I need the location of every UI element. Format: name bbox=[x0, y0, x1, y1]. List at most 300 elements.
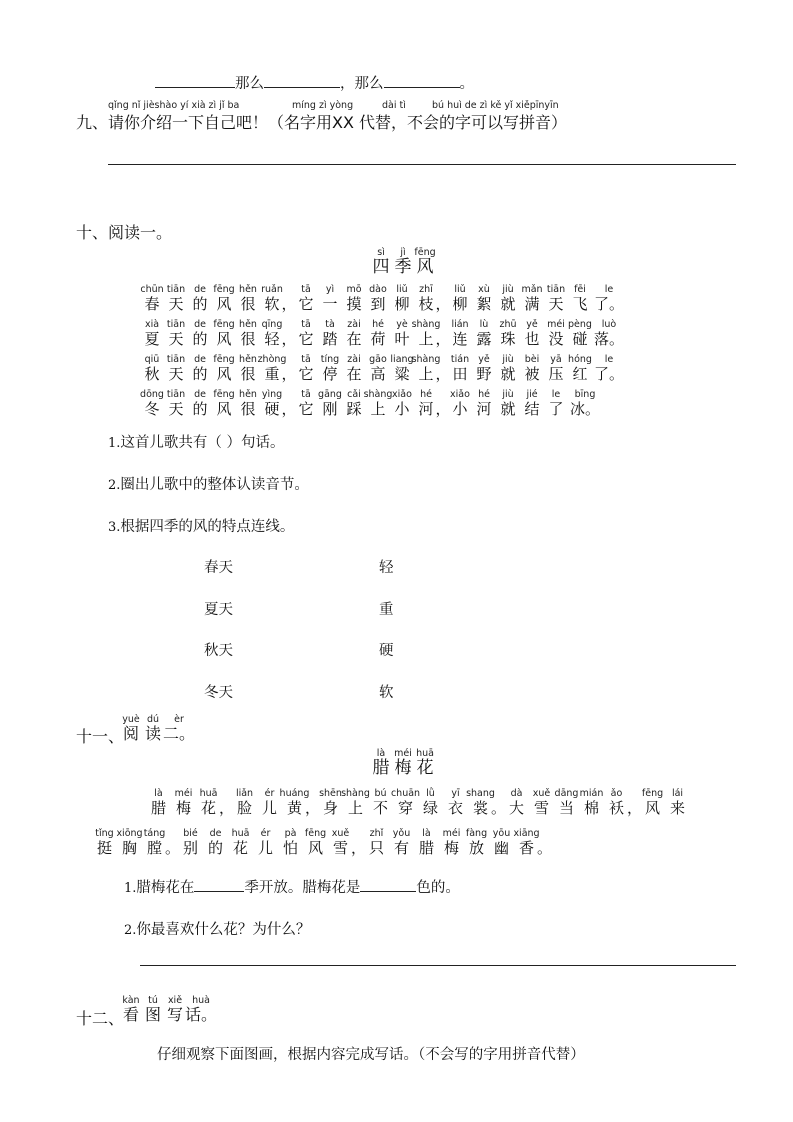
q8-text-1: 那么 bbox=[235, 76, 264, 92]
pinyin-syllable: huáng bbox=[279, 788, 310, 799]
hanzi-char: 挺 bbox=[96, 839, 112, 857]
pinyin-syllable: dà bbox=[510, 788, 523, 799]
hanzi-char: 踏 bbox=[322, 330, 338, 348]
q12-heading bbox=[120, 995, 216, 1024]
ruby-cell bbox=[318, 284, 342, 313]
ruby-cell bbox=[592, 319, 626, 348]
q11-q2-text: 你最喜欢什么花？为什么？ bbox=[136, 922, 311, 938]
pinyin-syllable: jié bbox=[526, 389, 538, 400]
hanzi-char: 胸 bbox=[121, 839, 137, 857]
ruby-cell bbox=[368, 788, 393, 817]
hanzi-char: 枝 bbox=[418, 295, 434, 313]
pinyin-syllable: zhū bbox=[499, 319, 517, 330]
ruby-cell bbox=[568, 389, 602, 418]
pinyin-syllable: xià bbox=[144, 319, 160, 330]
hanzi-char: 看 bbox=[122, 1005, 139, 1024]
hanzi-char: 柳 bbox=[452, 295, 468, 313]
q11-number: 十一、 bbox=[76, 727, 125, 746]
pinyin-syllable: bèi bbox=[524, 354, 540, 365]
hanzi-char: 在 bbox=[346, 330, 362, 348]
ruby-cell bbox=[140, 389, 164, 418]
ruby-cell bbox=[219, 788, 235, 817]
hanzi-char: 很 bbox=[240, 400, 256, 418]
hanzi-char: 风 bbox=[416, 257, 434, 277]
hanzi-char: 小 bbox=[452, 400, 468, 418]
pinyin-syllable: de bbox=[209, 828, 222, 839]
q11-heading-row bbox=[120, 714, 194, 743]
hanzi-char: 珠 bbox=[500, 330, 516, 348]
pinyin-syllable: huā bbox=[416, 748, 434, 759]
ruby-cell bbox=[164, 319, 188, 348]
ruby-cell bbox=[568, 354, 592, 383]
ruby-cell bbox=[120, 714, 142, 743]
ruby-cell bbox=[414, 748, 436, 777]
ruby-cell bbox=[514, 828, 539, 857]
pinyin-syllable: tà bbox=[325, 319, 335, 330]
ruby-cell bbox=[544, 319, 568, 348]
hanzi-char: 压 bbox=[548, 365, 564, 383]
pinyin-syllable: xiě bbox=[167, 995, 183, 1006]
ruby-cell bbox=[92, 828, 117, 857]
ruby-cell bbox=[390, 389, 414, 418]
ruby-cell bbox=[544, 284, 568, 313]
match-left-autumn[interactable]: 秋天 bbox=[204, 643, 233, 659]
hanzi-char: 就 bbox=[500, 295, 516, 313]
q8-blank-1[interactable] bbox=[155, 73, 235, 88]
match-left-winter[interactable]: 冬天 bbox=[204, 685, 233, 701]
ruby-cell bbox=[257, 788, 282, 817]
poem1-line-row bbox=[140, 284, 626, 313]
pinyin-syllable: lù bbox=[479, 319, 489, 330]
ruby-cell bbox=[370, 247, 392, 276]
ruby-cell bbox=[579, 788, 604, 817]
ruby-cell bbox=[318, 389, 342, 418]
hanzi-char: 风 bbox=[216, 365, 232, 383]
hanzi-char: 飞 bbox=[572, 295, 588, 313]
hanzi-char: 荷 bbox=[370, 330, 386, 348]
ruby-cell bbox=[318, 319, 342, 348]
ruby-cell bbox=[164, 714, 194, 743]
hanzi-char: 的 bbox=[192, 400, 208, 418]
pinyin-syllable: ruǎn bbox=[261, 284, 283, 295]
ruby-cell bbox=[232, 788, 257, 817]
ruby-cell bbox=[343, 788, 368, 817]
pinyin-syllable: jì bbox=[400, 247, 406, 258]
pinyin-syllable: hóng bbox=[568, 354, 592, 365]
match-right-light[interactable]: 轻 bbox=[379, 560, 394, 576]
pinyin-syllable: liǎn bbox=[235, 788, 254, 799]
q10-q1-text: 这首儿歌共有（ ）句话。 bbox=[120, 435, 285, 451]
hanzi-char: 野 bbox=[476, 365, 492, 383]
q11-q1-text-b: 季开放。腊梅花是 bbox=[244, 880, 361, 896]
ruby-cell bbox=[435, 354, 451, 383]
hanzi-char: 天 bbox=[168, 400, 184, 418]
ruby-cell bbox=[294, 389, 318, 418]
ruby-cell bbox=[164, 284, 188, 313]
pinyin-syllable: fēng bbox=[213, 284, 235, 295]
ruby-cell bbox=[554, 788, 579, 817]
hanzi-char: 也 bbox=[524, 330, 540, 348]
hanzi-char: 花 bbox=[232, 839, 248, 857]
hanzi-char: 不 bbox=[372, 799, 388, 817]
pinyin-syllable: fàng bbox=[465, 828, 488, 839]
hanzi-char: 踩 bbox=[346, 400, 362, 418]
ruby-cell bbox=[366, 354, 390, 383]
hanzi-char: 阅 bbox=[122, 724, 139, 743]
ruby-cell bbox=[236, 284, 260, 313]
ruby-cell bbox=[364, 828, 389, 857]
pinyin-syllable: èr bbox=[174, 714, 184, 725]
hanzi-char: 就 bbox=[500, 365, 516, 383]
q11-question-2 bbox=[124, 918, 310, 939]
ruby-cell bbox=[390, 284, 414, 313]
pinyin-syllable: chūn bbox=[140, 284, 164, 295]
pinyin-syllable: yuè bbox=[122, 714, 140, 725]
ruby-cell bbox=[366, 319, 390, 348]
q8-line bbox=[155, 72, 474, 93]
poem1-title-row bbox=[370, 247, 436, 276]
pinyin-syllable: táng bbox=[143, 828, 166, 839]
q12-instruction: 仔细观察下面图画，根据内容完成写话。（不会写的字用拼音代替） bbox=[157, 1047, 585, 1063]
ruby-cell bbox=[164, 995, 186, 1024]
pinyin-syllable: yì bbox=[325, 284, 335, 295]
pinyin-syllable: fēi bbox=[574, 284, 586, 295]
hanzi-char: ， bbox=[435, 365, 451, 383]
hanzi-char: 雪 bbox=[332, 839, 348, 857]
hanzi-char: 秋 bbox=[144, 365, 160, 383]
q10-question-3 bbox=[108, 515, 294, 536]
q10-question-2 bbox=[108, 473, 309, 494]
hanzi-char: 了。 bbox=[593, 365, 624, 383]
pinyin-syllable: mō bbox=[346, 284, 362, 295]
poem1-body bbox=[140, 284, 626, 424]
hanzi-char: 它 bbox=[298, 365, 314, 383]
q11-q1-blank-2[interactable] bbox=[360, 877, 416, 892]
pinyin-syllable: tā bbox=[301, 319, 311, 330]
ruby-cell bbox=[294, 284, 318, 313]
hanzi-char: 它 bbox=[298, 295, 314, 313]
pinyin-syllable: liǔ bbox=[454, 284, 466, 295]
q11-q1-text-c: 色的。 bbox=[416, 880, 460, 896]
q11-answer-line[interactable] bbox=[140, 965, 736, 966]
hanzi-char: 。 bbox=[491, 799, 507, 817]
hanzi-char: ， bbox=[435, 330, 451, 348]
q8-blank-3[interactable] bbox=[384, 73, 460, 88]
hanzi-char: 幽 bbox=[493, 839, 509, 857]
ruby-cell bbox=[443, 788, 468, 817]
ruby-cell bbox=[236, 354, 260, 383]
match-right-heavy[interactable]: 重 bbox=[379, 602, 394, 618]
match-left-spring[interactable]: 春天 bbox=[204, 560, 233, 576]
hanzi-char: 黄 bbox=[286, 799, 302, 817]
poem2-line-1 bbox=[146, 788, 690, 817]
pinyin-syllable: xiāng bbox=[513, 828, 540, 839]
ruby-cell bbox=[142, 995, 164, 1024]
q11-q1-blank-1[interactable] bbox=[194, 877, 244, 892]
hanzi-char: 话。 bbox=[185, 1005, 218, 1024]
pinyin-syllable: dōng bbox=[140, 389, 164, 400]
pinyin-syllable: xiǎo bbox=[450, 389, 470, 400]
ruby-cell bbox=[627, 788, 643, 817]
pinyin-syllable: gāo bbox=[369, 354, 387, 365]
hanzi-char: 花 bbox=[200, 799, 216, 817]
hanzi-char: 粱 bbox=[394, 365, 410, 383]
pinyin-syllable: tú bbox=[148, 995, 158, 1006]
pinyin-syllable: fēng bbox=[304, 828, 327, 839]
hanzi-char: 连 bbox=[452, 330, 468, 348]
ruby-cell bbox=[171, 788, 196, 817]
hanzi-char: 了。 bbox=[593, 295, 624, 313]
pinyin-syllable: fēng bbox=[213, 354, 235, 365]
hanzi-char: 别 bbox=[182, 839, 198, 857]
ruby-cell bbox=[439, 828, 464, 857]
hanzi-char: 摸 bbox=[346, 295, 362, 313]
hanzi-char: 上 bbox=[370, 400, 386, 418]
hanzi-char: 雪 bbox=[533, 799, 549, 817]
pinyin-syllable: xuě bbox=[532, 788, 551, 799]
hanzi-char: 梅 bbox=[394, 758, 412, 778]
ruby-cell bbox=[278, 828, 303, 857]
hanzi-char: 写 bbox=[166, 1005, 183, 1024]
hanzi-char: 它 bbox=[298, 400, 314, 418]
hanzi-char: 一 bbox=[322, 295, 338, 313]
ruby-cell bbox=[602, 389, 626, 418]
pinyin-syllable: zhī bbox=[419, 284, 433, 295]
pinyin-syllable: méi bbox=[442, 828, 461, 839]
ruby-cell bbox=[411, 319, 441, 348]
q11-q1-text-a: 腊梅花在 bbox=[136, 880, 195, 896]
ruby-cell bbox=[537, 828, 553, 857]
pinyin-syllable: jiù bbox=[502, 389, 514, 400]
hanzi-char: 结 bbox=[524, 400, 540, 418]
pinyin-syllable: hé bbox=[478, 389, 490, 400]
ruby-cell bbox=[520, 284, 544, 313]
ruby-cell bbox=[203, 828, 228, 857]
hanzi-char: 儿 bbox=[261, 799, 277, 817]
pinyin-syllable: fēng bbox=[213, 389, 235, 400]
pinyin-syllable: yōu bbox=[492, 828, 511, 839]
pinyin-syllable: tián bbox=[450, 354, 470, 365]
q9-heading bbox=[76, 110, 567, 133]
q9-pinyin-3: dài tì bbox=[382, 100, 406, 111]
hanzi-char: 露 bbox=[476, 330, 492, 348]
pinyin-syllable: lái bbox=[671, 788, 684, 799]
ruby-cell bbox=[178, 828, 203, 857]
pinyin-syllable: mián bbox=[579, 788, 604, 799]
pinyin-syllable: hěn bbox=[239, 354, 257, 365]
ruby-cell bbox=[328, 828, 353, 857]
match-right-hard[interactable]: 硬 bbox=[379, 643, 394, 659]
pinyin-syllable: zài bbox=[347, 319, 361, 330]
pinyin-syllable: bú bbox=[374, 788, 387, 799]
hanzi-char: ， bbox=[281, 295, 297, 313]
ruby-cell bbox=[342, 354, 366, 383]
hanzi-char: ， bbox=[281, 365, 297, 383]
hanzi-char: 红 bbox=[572, 365, 588, 383]
pinyin-syllable: liǔ bbox=[396, 284, 408, 295]
hanzi-char: 梅 bbox=[175, 799, 191, 817]
hanzi-char: 梅 bbox=[443, 839, 459, 857]
ruby-cell bbox=[318, 354, 342, 383]
ruby-cell bbox=[279, 788, 310, 817]
hanzi-char: ， bbox=[305, 799, 321, 817]
hanzi-char: 软 bbox=[264, 295, 280, 313]
pinyin-syllable: shàng bbox=[411, 354, 441, 365]
pinyin-syllable: lián bbox=[451, 319, 469, 330]
ruby-cell bbox=[491, 788, 507, 817]
pinyin-syllable: pà bbox=[284, 828, 297, 839]
q9-number: 九、 bbox=[76, 113, 109, 132]
q11-heading bbox=[120, 714, 194, 743]
ruby-cell bbox=[281, 319, 297, 348]
q10-q1-num: 1. bbox=[108, 436, 121, 451]
hanzi-char: 河 bbox=[418, 400, 434, 418]
ruby-cell bbox=[435, 389, 451, 418]
pinyin-syllable: yī bbox=[451, 788, 460, 799]
hanzi-char: 棉 bbox=[583, 799, 599, 817]
pinyin-syllable: bié bbox=[183, 828, 198, 839]
hanzi-char: 硬 bbox=[264, 400, 280, 418]
hanzi-char: 图 bbox=[144, 1005, 161, 1024]
pinyin-syllable: le bbox=[551, 389, 561, 400]
ruby-cell bbox=[164, 389, 188, 418]
ruby-cell bbox=[464, 828, 489, 857]
hanzi-char: 大 bbox=[508, 799, 524, 817]
poem2-line2-row bbox=[92, 828, 553, 857]
poem1-line bbox=[140, 284, 626, 313]
pinyin-syllable: qiū bbox=[144, 354, 160, 365]
pinyin-syllable: chuān bbox=[390, 788, 421, 799]
hanzi-char: 袄 bbox=[608, 799, 624, 817]
ruby-cell bbox=[140, 319, 164, 348]
poem1-line bbox=[140, 389, 626, 418]
q11-q1-num: 1. bbox=[124, 881, 137, 896]
pinyin-syllable: zhòng bbox=[257, 354, 287, 365]
hanzi-char: 满 bbox=[524, 295, 540, 313]
pinyin-syllable: zài bbox=[347, 354, 361, 365]
pinyin-syllable: tiān bbox=[166, 389, 186, 400]
ruby-cell bbox=[351, 828, 367, 857]
hanzi-char: 读 bbox=[144, 724, 161, 743]
pinyin-syllable: yě bbox=[526, 319, 538, 330]
ruby-cell bbox=[640, 788, 665, 817]
hanzi-char: 腊 bbox=[150, 799, 166, 817]
hanzi-char: 很 bbox=[240, 295, 256, 313]
ruby-cell bbox=[496, 389, 520, 418]
hanzi-char: 落。 bbox=[593, 330, 624, 348]
ruby-cell bbox=[592, 284, 626, 313]
ruby-cell bbox=[366, 284, 390, 313]
pinyin-syllable: ér bbox=[260, 828, 271, 839]
hanzi-char: 脸 bbox=[236, 799, 252, 817]
hanzi-char: 。 bbox=[537, 839, 553, 857]
ruby-cell bbox=[411, 354, 441, 383]
hanzi-char: 冰。 bbox=[569, 400, 600, 418]
q10-q3-text: 根据四季的风的特点连线。 bbox=[120, 519, 295, 535]
q12-number: 十二、 bbox=[76, 1009, 125, 1028]
ruby-cell bbox=[142, 714, 164, 743]
pinyin-syllable: fēng bbox=[213, 319, 235, 330]
pinyin-syllable: qīng bbox=[261, 319, 283, 330]
ruby-cell bbox=[389, 828, 414, 857]
hanzi-char: 来 bbox=[669, 799, 685, 817]
ruby-cell bbox=[448, 354, 472, 383]
ruby-cell bbox=[496, 319, 520, 348]
match-left-summer[interactable]: 夏天 bbox=[204, 602, 233, 618]
q9-pinyin-1: qǐng nǐ jièshào yí xià zì jǐ ba bbox=[108, 100, 240, 111]
hanzi-char: 上 bbox=[418, 330, 434, 348]
poem1-line-row bbox=[140, 319, 626, 348]
ruby-cell bbox=[370, 748, 392, 777]
hanzi-char: 穿 bbox=[397, 799, 413, 817]
pinyin-syllable: hěn bbox=[239, 319, 257, 330]
ruby-cell bbox=[212, 284, 236, 313]
poem2-title bbox=[370, 748, 436, 777]
pinyin-syllable: xiǎo bbox=[392, 389, 412, 400]
ruby-cell bbox=[448, 284, 472, 313]
pinyin-syllable: gāng bbox=[318, 389, 342, 400]
hanzi-char: 柳 bbox=[394, 295, 410, 313]
hanzi-char: 风 bbox=[644, 799, 660, 817]
ruby-cell bbox=[435, 319, 451, 348]
pinyin-syllable: huā bbox=[199, 788, 218, 799]
pinyin-syllable: hěn bbox=[239, 389, 257, 400]
hanzi-char: 放 bbox=[468, 839, 484, 857]
q8-blank-2[interactable] bbox=[264, 73, 340, 88]
pinyin-syllable: le bbox=[604, 284, 614, 295]
q10-q2-text: 圈出儿歌中的整体认读音节。 bbox=[120, 477, 309, 493]
hanzi-char: 风 bbox=[216, 295, 232, 313]
hanzi-char: 停 bbox=[322, 365, 338, 383]
ruby-cell bbox=[435, 284, 451, 313]
ruby-cell bbox=[342, 319, 366, 348]
poem1-line-row bbox=[140, 389, 626, 418]
q9-answer-line[interactable] bbox=[108, 164, 736, 165]
ruby-cell bbox=[212, 354, 236, 383]
hanzi-char: 冬 bbox=[144, 400, 160, 418]
match-right-soft[interactable]: 软 bbox=[379, 685, 394, 701]
hanzi-char: 香 bbox=[518, 839, 534, 857]
ruby-cell bbox=[164, 354, 188, 383]
ruby-cell bbox=[188, 389, 212, 418]
pinyin-syllable: huà bbox=[192, 995, 210, 1006]
ruby-cell bbox=[568, 319, 592, 348]
hanzi-char: ， bbox=[351, 839, 367, 857]
ruby-cell bbox=[529, 788, 554, 817]
ruby-cell bbox=[186, 995, 216, 1024]
pinyin-syllable: xiōng bbox=[116, 828, 143, 839]
ruby-cell bbox=[448, 319, 472, 348]
poem1-line bbox=[140, 354, 626, 383]
ruby-cell bbox=[140, 354, 164, 383]
pinyin-syllable: tiān bbox=[166, 284, 186, 295]
hanzi-char: ， bbox=[281, 400, 297, 418]
ruby-cell bbox=[188, 354, 212, 383]
ruby-cell bbox=[305, 788, 321, 817]
pinyin-syllable: de bbox=[194, 284, 206, 295]
ruby-cell bbox=[520, 354, 544, 383]
hanzi-char: 没 bbox=[548, 330, 564, 348]
hanzi-char: 有 bbox=[393, 839, 409, 857]
pinyin-syllable: fēng bbox=[641, 788, 664, 799]
ruby-cell bbox=[414, 389, 438, 418]
pinyin-syllable: yā bbox=[550, 354, 562, 365]
hanzi-char: 四 bbox=[372, 257, 390, 277]
ruby-cell bbox=[472, 284, 496, 313]
pinyin-syllable: lǜ bbox=[426, 788, 435, 799]
hanzi-char: 天 bbox=[168, 295, 184, 313]
q11-question-1 bbox=[124, 876, 460, 897]
